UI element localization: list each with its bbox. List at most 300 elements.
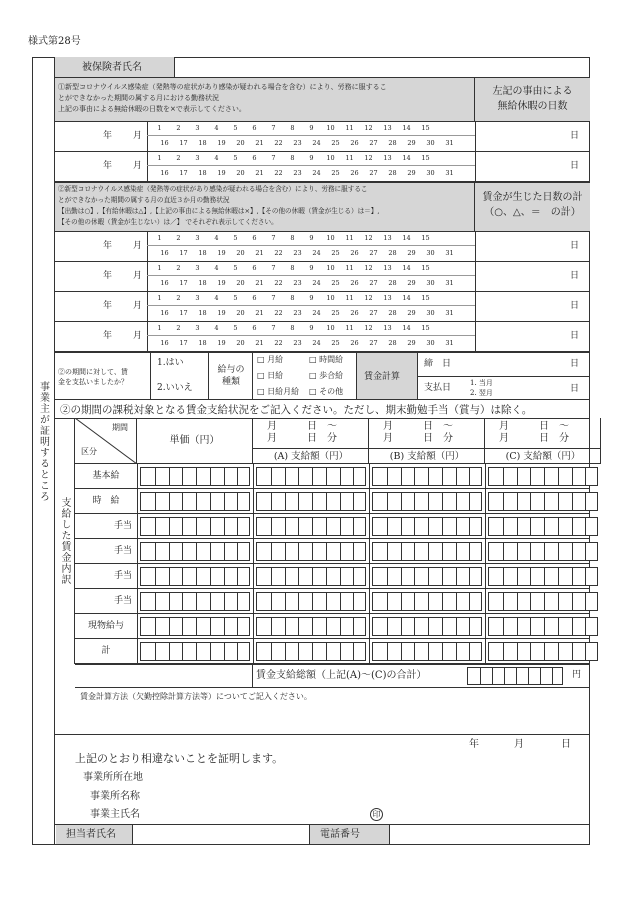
day-number[interactable]: 19 — [217, 139, 226, 147]
amount-boxes[interactable] — [372, 567, 482, 586]
day-number[interactable]: 17 — [179, 339, 188, 347]
day-number[interactable]: 20 — [236, 309, 245, 317]
day-number[interactable]: 14 — [402, 264, 411, 272]
day-number[interactable]: 20 — [236, 139, 245, 147]
day-number[interactable]: 22 — [274, 139, 283, 147]
day-number[interactable]: 10 — [326, 294, 335, 302]
day-number[interactable]: 23 — [293, 169, 302, 177]
day-number[interactable]: 8 — [290, 154, 295, 162]
day-number[interactable]: 16 — [160, 169, 169, 177]
day-number[interactable]: 3 — [195, 294, 200, 302]
day-number[interactable]: 2 — [176, 234, 181, 242]
day-unit: 日 — [570, 241, 580, 251]
day-number[interactable]: 1 — [157, 234, 162, 242]
amount-col-label: (B) 支給額（円） — [389, 451, 465, 462]
side-label: 事業主が証明するところ — [37, 380, 49, 502]
day-number[interactable]: 27 — [369, 279, 378, 287]
day-number[interactable]: 11 — [345, 294, 354, 302]
day-number[interactable]: 21 — [255, 279, 264, 287]
day-number[interactable]: 5 — [233, 324, 238, 332]
day-number[interactable]: 28 — [388, 249, 397, 257]
unit-price-boxes[interactable] — [140, 642, 250, 661]
day-number[interactable]: 20 — [236, 279, 245, 287]
day-number[interactable]: 28 — [388, 339, 397, 347]
day-number[interactable]: 2 — [176, 294, 181, 302]
row-label: 手当 — [113, 546, 132, 556]
amount-boxes[interactable] — [256, 542, 366, 561]
day-number[interactable]: 18 — [198, 309, 207, 317]
amount-boxes[interactable] — [256, 567, 366, 586]
insured-name-field[interactable] — [175, 57, 590, 78]
day-number[interactable]: 26 — [350, 139, 359, 147]
day-number[interactable]: 23 — [293, 339, 302, 347]
cert-year: 年 — [469, 739, 479, 750]
days-row-2 — [155, 280, 480, 288]
day-number[interactable]: 15 — [421, 124, 430, 132]
day-number[interactable]: 29 — [407, 169, 416, 177]
day-number[interactable]: 6 — [252, 294, 257, 302]
cert-month: 月 — [514, 739, 524, 750]
day-number[interactable]: 14 — [402, 324, 411, 332]
day-number[interactable]: 14 — [402, 294, 411, 302]
staff-name-label: 担当者氏名 — [66, 829, 116, 840]
unit-price-boxes[interactable] — [140, 567, 250, 586]
day-unit: 日 — [570, 161, 580, 171]
days-row-2 — [155, 340, 480, 348]
amount-boxes[interactable] — [372, 517, 482, 536]
amount-boxes[interactable] — [488, 617, 598, 636]
day-number[interactable]: 31 — [445, 249, 454, 257]
day-number[interactable]: 16 — [160, 309, 169, 317]
day-number[interactable]: 3 — [195, 234, 200, 242]
total-amount-boxes[interactable] — [467, 667, 563, 685]
day-number[interactable]: 24 — [312, 249, 321, 257]
day-number[interactable]: 16 — [160, 139, 169, 147]
day-number[interactable]: 11 — [345, 124, 354, 132]
day-number[interactable]: 11 — [345, 264, 354, 272]
sec2-right-header: 賃金が生じた日数の計 （○、△、＝ の計） — [482, 192, 583, 218]
day-number[interactable]: 27 — [369, 139, 378, 147]
year-label: 年 — [103, 331, 113, 341]
day-number[interactable]: 18 — [198, 279, 207, 287]
day-number[interactable]: 22 — [274, 309, 283, 317]
day-number[interactable]: 8 — [290, 294, 295, 302]
amount-boxes[interactable] — [372, 617, 482, 636]
day-number[interactable]: 4 — [214, 154, 219, 162]
sec1-desc: ①新型コロナウイルス感染症（発熱等の症状があり感染が疑われる場合を含む）により、労務に服するこ とができなかった期間の属する月における勤務状況 上記の事由による無給休暇の日数を×で表示してください。 — [58, 83, 387, 113]
day-number[interactable]: 19 — [217, 169, 226, 177]
day-number[interactable]: 13 — [383, 124, 392, 132]
day-number[interactable]: 12 — [364, 154, 373, 162]
day-number[interactable]: 14 — [402, 234, 411, 242]
unit-price-boxes[interactable] — [140, 492, 250, 511]
phone-label: 電話番号 — [320, 829, 360, 840]
year-label: 年 — [103, 161, 113, 171]
day-number[interactable]: 1 — [157, 294, 162, 302]
unit-price-header: 単価（円） — [137, 418, 253, 464]
day-number[interactable]: 4 — [214, 324, 219, 332]
month-label: 月 — [133, 161, 143, 171]
day-number[interactable]: 19 — [217, 339, 226, 347]
day-number[interactable]: 26 — [350, 279, 359, 287]
days-row-1 — [150, 295, 475, 303]
day-number[interactable]: 31 — [445, 279, 454, 287]
office-address-label: 事業所所在地 — [83, 772, 143, 783]
day-number[interactable]: 28 — [388, 279, 397, 287]
day-number[interactable]: 11 — [345, 324, 354, 332]
day-number[interactable]: 7 — [271, 264, 276, 272]
day-number[interactable]: 25 — [331, 339, 340, 347]
day-number[interactable]: 29 — [407, 139, 416, 147]
insured-name-label: 被保険者氏名 — [82, 62, 142, 73]
staff-name-field[interactable] — [133, 825, 309, 844]
day-number[interactable]: 13 — [383, 324, 392, 332]
day-number[interactable]: 10 — [326, 324, 335, 332]
form-number: 様式第28号 — [28, 36, 81, 47]
row-label: 手当 — [113, 521, 132, 531]
day-number[interactable]: 20 — [236, 339, 245, 347]
day-number[interactable]: 4 — [214, 294, 219, 302]
day-number[interactable]: 6 — [252, 124, 257, 132]
days-row-1 — [150, 155, 475, 163]
day-number[interactable]: 15 — [421, 264, 430, 272]
cert-day: 日 — [561, 739, 571, 750]
owner-name-label: 事業主氏名 — [90, 809, 140, 820]
day-number[interactable]: 17 — [179, 249, 188, 257]
month-label: 月 — [133, 331, 143, 341]
side-column — [32, 57, 55, 845]
day-number[interactable]: 25 — [331, 139, 340, 147]
day-number[interactable]: 24 — [312, 169, 321, 177]
day-number[interactable]: 21 — [255, 139, 264, 147]
sec3-title: ②の期間の課税対象となる賃金支給状況をご記入ください。ただし、期末勤勉手当（賞与）は除く。 — [60, 404, 533, 416]
day-number[interactable]: 12 — [364, 124, 373, 132]
day-number[interactable]: 9 — [309, 264, 314, 272]
unit-price-boxes[interactable] — [140, 517, 250, 536]
amount-boxes[interactable] — [256, 642, 366, 661]
day-number[interactable]: 12 — [364, 234, 373, 242]
day-number[interactable]: 25 — [331, 279, 340, 287]
unit-price-boxes[interactable] — [140, 467, 250, 486]
day-number[interactable]: 15 — [421, 154, 430, 162]
amount-boxes[interactable] — [256, 617, 366, 636]
day-number[interactable]: 29 — [407, 279, 416, 287]
day-number[interactable]: 26 — [350, 249, 359, 257]
day-number[interactable]: 12 — [364, 324, 373, 332]
wage-calc-label: 賃金計算 — [364, 372, 401, 382]
amount-boxes[interactable] — [372, 492, 482, 511]
day-number[interactable]: 24 — [312, 339, 321, 347]
day-number[interactable]: 21 — [255, 339, 264, 347]
day-number[interactable]: 4 — [214, 124, 219, 132]
total-yen: 円 — [572, 670, 582, 680]
day-number[interactable]: 9 — [309, 294, 314, 302]
month-label: 月 — [133, 301, 143, 311]
day-number[interactable]: 9 — [309, 154, 314, 162]
amount-boxes[interactable] — [372, 592, 482, 611]
row-label: 手当 — [113, 596, 132, 606]
day-number[interactable]: 23 — [293, 309, 302, 317]
period-text: 月 日 ～ 月 日 分 — [383, 421, 453, 444]
day-number[interactable]: 27 — [369, 169, 378, 177]
day-number[interactable]: 6 — [252, 234, 257, 242]
amount-boxes[interactable] — [488, 567, 598, 586]
day-number[interactable]: 28 — [388, 309, 397, 317]
row-label: 計 — [101, 646, 111, 656]
yes-option[interactable]: 1.はい — [157, 358, 184, 368]
day-number[interactable]: 8 — [290, 264, 295, 272]
day-number[interactable]: 15 — [421, 324, 430, 332]
amount-boxes[interactable] — [488, 542, 598, 561]
day-number[interactable]: 29 — [407, 249, 416, 257]
day-number[interactable]: 3 — [195, 124, 200, 132]
day-number[interactable]: 18 — [198, 139, 207, 147]
day-number[interactable]: 27 — [369, 249, 378, 257]
day-number[interactable]: 4 — [214, 264, 219, 272]
days-row-2 — [155, 310, 480, 318]
day-number[interactable]: 7 — [271, 324, 276, 332]
day-number[interactable]: 24 — [312, 279, 321, 287]
amount-boxes[interactable] — [256, 592, 366, 611]
row-label: 手当 — [113, 571, 132, 581]
pay-question: ②の期間に対して、賃 金を支払いましたか？ — [58, 368, 128, 386]
day-number[interactable]: 18 — [198, 339, 207, 347]
pay-type-hourly[interactable]: □ 時間給 — [309, 355, 344, 364]
day-number[interactable]: 17 — [179, 169, 188, 177]
total-label: 賃金支給総額（上記(A)～(C)の合計） — [256, 670, 427, 681]
days-row-1 — [150, 235, 475, 243]
day-number[interactable]: 31 — [445, 309, 454, 317]
days-row-2 — [155, 170, 480, 178]
day-number[interactable]: 30 — [426, 169, 435, 177]
day-number[interactable]: 29 — [407, 309, 416, 317]
day-number[interactable]: 22 — [274, 279, 283, 287]
day-number[interactable]: 6 — [252, 154, 257, 162]
pay-type-daily[interactable]: □ 日給 — [257, 371, 284, 380]
payday-label: 支払日 — [424, 383, 452, 393]
phone-field[interactable] — [390, 825, 590, 844]
day-number[interactable]: 2 — [176, 264, 181, 272]
day-number[interactable]: 19 — [217, 309, 226, 317]
amount-boxes[interactable] — [488, 592, 598, 611]
cutoff-label: 締 日 — [424, 359, 452, 369]
day-number[interactable]: 21 — [255, 309, 264, 317]
sec2-desc: ②新型コロナウイルス感染症（発熱等の症状があり感染が疑われる場合を含む）により、労務に服するこ とができなかった期間の属する月の直近３か月の勤務状況 【出勤は○】,【有給休暇は△】,【上記の事由による無給休暇は×】,【その他の休暇（賃金が生じる）は＝】, 【その他の休暇（賃金が生じない）は／】 でそれぞれ表示してください。 — [58, 185, 380, 226]
payday-options[interactable]: 1. 当月 2. 翌月 — [470, 379, 493, 397]
amount-col-label: (A) 支給額（円） — [273, 451, 349, 462]
unit-price-boxes[interactable] — [140, 617, 250, 636]
day-number[interactable]: 26 — [350, 339, 359, 347]
day-number[interactable]: 7 — [271, 124, 276, 132]
day-number[interactable]: 7 — [271, 294, 276, 302]
day-number[interactable]: 25 — [331, 169, 340, 177]
day-number[interactable]: 18 — [198, 169, 207, 177]
day-number[interactable]: 8 — [290, 234, 295, 242]
day-number[interactable]: 3 — [195, 324, 200, 332]
day-number[interactable]: 23 — [293, 279, 302, 287]
day-number[interactable]: 27 — [369, 309, 378, 317]
row-label: 基本給 — [92, 471, 120, 481]
day-number[interactable]: 20 — [236, 249, 245, 257]
day-number[interactable]: 6 — [252, 264, 257, 272]
pay-type-commission[interactable]: □ 歩合給 — [309, 371, 344, 380]
cutoff-day-unit: 日 — [570, 359, 580, 369]
day-number[interactable]: 5 — [233, 264, 238, 272]
day-number[interactable]: 16 — [160, 339, 169, 347]
day-number[interactable]: 22 — [274, 169, 283, 177]
day-number[interactable]: 23 — [293, 249, 302, 257]
day-number[interactable]: 31 — [445, 339, 454, 347]
day-number[interactable]: 15 — [421, 294, 430, 302]
day-number[interactable]: 27 — [369, 339, 378, 347]
row-label: 時 給 — [92, 496, 120, 506]
amount-boxes[interactable] — [372, 467, 482, 486]
day-number[interactable]: 14 — [402, 124, 411, 132]
day-number[interactable]: 3 — [195, 264, 200, 272]
no-option[interactable]: 2.いいえ — [157, 383, 193, 393]
amount-boxes[interactable] — [372, 642, 482, 661]
day-number[interactable]: 1 — [157, 154, 162, 162]
day-number[interactable]: 2 — [176, 324, 181, 332]
day-number[interactable]: 10 — [326, 154, 335, 162]
day-number[interactable]: 5 — [233, 234, 238, 242]
day-number[interactable]: 19 — [217, 249, 226, 257]
day-number[interactable]: 24 — [312, 139, 321, 147]
day-number[interactable]: 6 — [252, 324, 257, 332]
day-number[interactable]: 30 — [426, 279, 435, 287]
day-number[interactable]: 15 — [421, 234, 430, 242]
day-number[interactable]: 25 — [331, 309, 340, 317]
period-text: 月 日 ～ 月 日 分 — [267, 421, 337, 444]
day-number[interactable]: 9 — [309, 324, 314, 332]
day-number[interactable]: 28 — [388, 139, 397, 147]
day-number[interactable]: 11 — [345, 234, 354, 242]
month-label: 月 — [133, 241, 143, 251]
day-number[interactable]: 3 — [195, 154, 200, 162]
day-number[interactable]: 17 — [179, 139, 188, 147]
day-number[interactable]: 13 — [383, 154, 392, 162]
day-number[interactable]: 16 — [160, 279, 169, 287]
day-number[interactable]: 10 — [326, 124, 335, 132]
amount-boxes[interactable] — [256, 492, 366, 511]
day-number[interactable]: 16 — [160, 249, 169, 257]
office-name-label: 事業所名称 — [90, 791, 140, 802]
day-number[interactable]: 10 — [326, 234, 335, 242]
day-number[interactable]: 22 — [274, 339, 283, 347]
pay-type-label: 給与の 種類 — [217, 365, 245, 387]
pay-type-daily-monthly[interactable]: □ 日給月給 — [257, 387, 300, 396]
month-label: 月 — [133, 271, 143, 281]
day-number[interactable]: 19 — [217, 279, 226, 287]
day-unit: 日 — [570, 301, 580, 311]
day-number[interactable]: 17 — [179, 309, 188, 317]
day-number[interactable]: 4 — [214, 234, 219, 242]
wage-breakdown-side: 支給した賃金内訳 — [59, 497, 70, 585]
day-number[interactable]: 12 — [364, 264, 373, 272]
day-number[interactable]: 2 — [176, 154, 181, 162]
days-row-1 — [150, 265, 475, 273]
day-number[interactable]: 13 — [383, 234, 392, 242]
day-number[interactable]: 23 — [293, 139, 302, 147]
day-number[interactable]: 30 — [426, 249, 435, 257]
amount-boxes[interactable] — [488, 492, 598, 511]
amount-boxes[interactable] — [488, 642, 598, 661]
day-number[interactable]: 28 — [388, 169, 397, 177]
day-number[interactable]: 10 — [326, 264, 335, 272]
day-number[interactable]: 14 — [402, 154, 411, 162]
day-unit: 日 — [570, 131, 580, 141]
pay-type-other[interactable]: □ その他 — [309, 387, 344, 396]
day-number[interactable]: 7 — [271, 234, 276, 242]
day-number[interactable]: 20 — [236, 169, 245, 177]
day-number[interactable]: 30 — [426, 139, 435, 147]
day-number[interactable]: 30 — [426, 339, 435, 347]
payday-day-unit: 日 — [570, 384, 580, 394]
day-number[interactable]: 5 — [233, 154, 238, 162]
day-number[interactable]: 21 — [255, 249, 264, 257]
day-number[interactable]: 2 — [176, 124, 181, 132]
unit-price-boxes[interactable] — [140, 592, 250, 611]
day-number[interactable]: 22 — [274, 249, 283, 257]
sec1-right-header: 左記の事由による 無給休暇の日数 — [492, 86, 573, 112]
year-label: 年 — [103, 301, 113, 311]
year-label: 年 — [103, 131, 113, 141]
day-number[interactable]: 13 — [383, 264, 392, 272]
amount-boxes[interactable] — [488, 467, 598, 486]
cert-statement: 上記のとおり相違ないことを証明します。 — [75, 752, 284, 765]
amount-boxes[interactable] — [372, 542, 482, 561]
day-number[interactable]: 26 — [350, 309, 359, 317]
method-label: 賃金計算方法（欠勤控除計算方法等）についてご記入ください。 — [80, 692, 312, 701]
day-number[interactable]: 5 — [233, 294, 238, 302]
amount-boxes[interactable] — [488, 517, 598, 536]
day-number[interactable]: 5 — [233, 124, 238, 132]
month-label: 月 — [133, 131, 143, 141]
day-number[interactable]: 30 — [426, 309, 435, 317]
day-number[interactable]: 8 — [290, 124, 295, 132]
day-number[interactable]: 25 — [331, 249, 340, 257]
day-number[interactable]: 26 — [350, 169, 359, 177]
day-number[interactable]: 1 — [157, 324, 162, 332]
days-row-1 — [150, 325, 475, 333]
day-number[interactable]: 1 — [157, 264, 162, 272]
day-number[interactable]: 24 — [312, 309, 321, 317]
day-number[interactable]: 31 — [445, 169, 454, 177]
unit-price-boxes[interactable] — [140, 542, 250, 561]
day-number[interactable]: 7 — [271, 154, 276, 162]
day-number[interactable]: 8 — [290, 324, 295, 332]
header-diagonal-cell: 期間 区分 — [75, 418, 137, 464]
day-number[interactable]: 17 — [179, 279, 188, 287]
day-unit: 日 — [570, 331, 580, 341]
day-number[interactable]: 9 — [309, 124, 314, 132]
amount-boxes[interactable] — [256, 517, 366, 536]
day-number[interactable]: 1 — [157, 124, 162, 132]
year-label: 年 — [103, 241, 113, 251]
day-number[interactable]: 29 — [407, 339, 416, 347]
day-number[interactable]: 13 — [383, 294, 392, 302]
pay-type-monthly[interactable]: □ 月給 — [257, 355, 284, 364]
day-number[interactable]: 9 — [309, 234, 314, 242]
day-number[interactable]: 21 — [255, 169, 264, 177]
day-number[interactable]: 18 — [198, 249, 207, 257]
day-unit: 日 — [570, 271, 580, 281]
day-number[interactable]: 31 — [445, 139, 454, 147]
day-number[interactable]: 11 — [345, 154, 354, 162]
amount-boxes[interactable] — [256, 467, 366, 486]
period-text: 月 日 ～ 月 日 分 — [499, 421, 569, 444]
day-number[interactable]: 12 — [364, 294, 373, 302]
